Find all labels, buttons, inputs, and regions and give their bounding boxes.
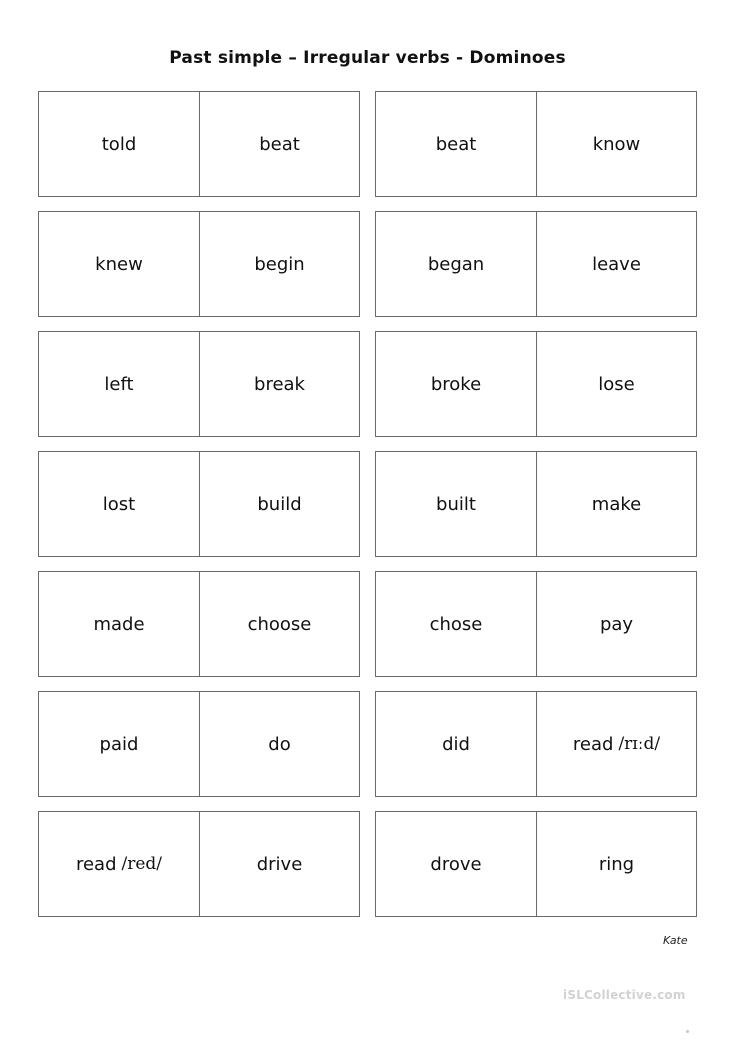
domino-half-left — [376, 812, 536, 916]
domino-card — [375, 211, 697, 317]
verb-text: know — [592, 133, 641, 155]
verb-text: lose — [598, 373, 635, 395]
domino-row — [38, 211, 697, 317]
domino-card — [375, 691, 697, 797]
watermark: iSLCollective.com — [563, 988, 686, 1002]
decorative-speck — [686, 1030, 689, 1033]
phonetic-transcription: /rɪːd/ — [618, 734, 661, 754]
domino-card — [38, 211, 360, 317]
verb-text: left — [104, 373, 134, 395]
domino-half-left — [39, 332, 199, 436]
domino-half-right — [199, 92, 359, 196]
domino-card — [375, 571, 697, 677]
domino-row — [38, 91, 697, 197]
verb-text: began — [427, 253, 485, 275]
verb-text: choose — [247, 613, 312, 635]
domino-half-right — [199, 212, 359, 316]
domino-half-right — [536, 692, 696, 796]
domino-half-left — [39, 572, 199, 676]
verb-text: made — [93, 613, 145, 635]
worksheet-title: Past simple – Irregular verbs - Dominoes — [169, 48, 566, 68]
verb-text: drive — [256, 853, 303, 875]
domino-card — [38, 691, 360, 797]
domino-card — [38, 331, 360, 437]
domino-half-right — [199, 692, 359, 796]
verb-text: ring — [598, 853, 635, 875]
domino-half-right — [199, 812, 359, 916]
domino-card — [38, 451, 360, 557]
domino-grid — [38, 91, 697, 931]
domino-card — [375, 91, 697, 197]
domino-half-left — [39, 212, 199, 316]
domino-half-right — [199, 572, 359, 676]
domino-card — [38, 571, 360, 677]
domino-half-left — [376, 332, 536, 436]
domino-card — [38, 91, 360, 197]
domino-row — [38, 811, 697, 917]
verb-text: knew — [95, 253, 143, 275]
phonetic-transcription: /red/ — [121, 854, 163, 874]
domino-half-right — [536, 332, 696, 436]
domino-half-right — [536, 572, 696, 676]
domino-half-left — [39, 92, 199, 196]
verb-text: read — [572, 733, 614, 755]
domino-half-left — [376, 692, 536, 796]
domino-half-right — [536, 452, 696, 556]
domino-card — [375, 811, 697, 917]
verb-text: paid — [99, 733, 139, 755]
domino-half-left — [39, 692, 199, 796]
verb-text: drove — [430, 853, 482, 875]
verb-text: leave — [592, 253, 641, 275]
domino-half-left — [376, 92, 536, 196]
domino-half-right — [199, 332, 359, 436]
verb-text: beat — [435, 133, 477, 155]
verb-text: beat — [259, 133, 300, 155]
verb-text: did — [442, 733, 470, 755]
domino-half-left — [376, 572, 536, 676]
domino-half-left — [39, 452, 199, 556]
domino-row — [38, 691, 697, 797]
verb-text: broke — [430, 373, 482, 395]
verb-text: begin — [254, 253, 305, 275]
domino-half-right — [536, 812, 696, 916]
domino-half-left — [376, 452, 536, 556]
domino-row — [38, 451, 697, 557]
domino-half-right — [536, 212, 696, 316]
domino-card — [375, 451, 697, 557]
domino-half-right — [199, 452, 359, 556]
domino-half-left — [376, 212, 536, 316]
verb-text: do — [268, 733, 291, 755]
verb-text: built — [436, 493, 476, 515]
domino-half-left — [39, 812, 199, 916]
verb-text: pay — [599, 613, 634, 635]
domino-row — [38, 571, 697, 677]
verb-text: break — [254, 373, 305, 395]
verb-text: read — [75, 853, 117, 875]
domino-row — [38, 331, 697, 437]
author-signature: Kate — [663, 934, 688, 947]
verb-text: told — [101, 133, 137, 155]
verb-text: make — [591, 493, 642, 515]
domino-card — [375, 331, 697, 437]
verb-text: chose — [429, 613, 483, 635]
verb-text: lost — [102, 493, 136, 515]
domino-card — [38, 811, 360, 917]
verb-text: build — [257, 493, 302, 515]
domino-half-right — [536, 92, 696, 196]
